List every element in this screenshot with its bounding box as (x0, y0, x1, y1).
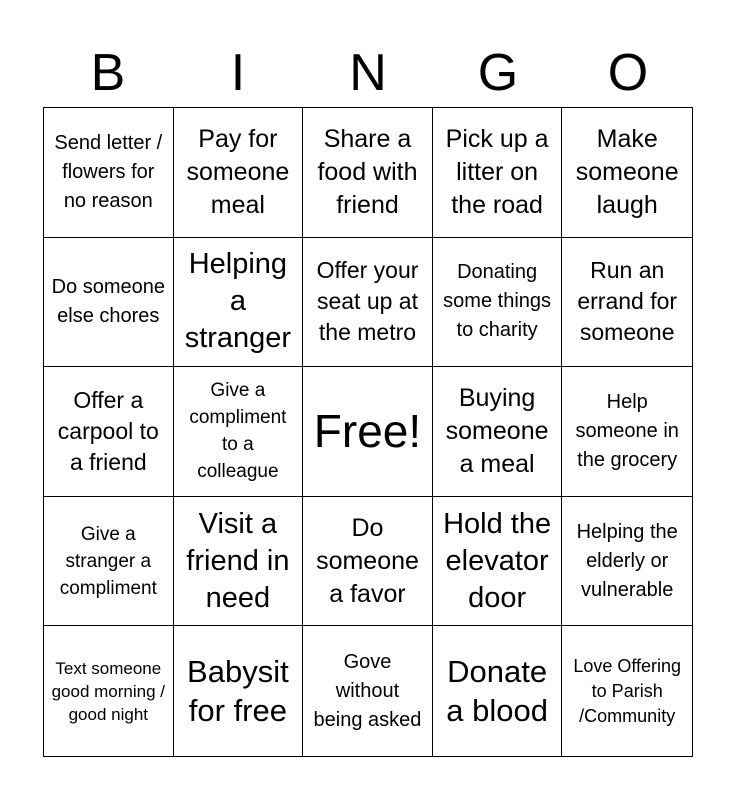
bingo-header (43, 40, 693, 106)
bingo-cell[interactable] (433, 108, 563, 238)
cell-text: Pay for someone meal (186, 124, 290, 219)
cell-text: Give a stranger a compliment (59, 523, 157, 599)
bingo-cell[interactable] (562, 497, 692, 627)
bingo-cell[interactable] (174, 367, 304, 497)
cell-text: Give a compliment to a colleague (189, 380, 287, 483)
bingo-cell[interactable] (433, 367, 563, 497)
header-letter-n: N (349, 44, 387, 102)
bingo-cell[interactable] (562, 108, 692, 238)
cell-text: Send letter / flowers for no reason (54, 131, 163, 212)
cell-text: Offer a carpool to a friend (57, 386, 159, 475)
bingo-cell[interactable] (433, 497, 563, 627)
bingo-cell[interactable] (174, 626, 304, 756)
header-letter-b: B (90, 44, 126, 102)
cell-text: Visit a friend in need (186, 507, 290, 614)
header-letter-g: G (477, 44, 519, 102)
bingo-cell[interactable] (44, 367, 174, 497)
cell-text: Help someone in the grocery (575, 390, 679, 471)
bingo-cell[interactable] (303, 238, 433, 368)
bingo-cell[interactable] (174, 497, 304, 627)
header-letter-i: I (230, 44, 246, 102)
bingo-cell[interactable] (174, 238, 304, 368)
header-letter-o: O (607, 44, 649, 102)
cell-text: Share a food with friend (317, 124, 418, 219)
cell-text: Donate a blood (446, 654, 548, 729)
bingo-cell[interactable] (433, 238, 563, 368)
bingo-cell[interactable] (44, 626, 174, 756)
cell-text: Do someone a favor (316, 513, 419, 608)
cell-text: Gove without being asked (313, 650, 422, 731)
cell-text: Helping a stranger (184, 248, 292, 355)
bingo-cell[interactable] (44, 108, 174, 238)
bingo-cell[interactable] (303, 626, 433, 756)
bingo-cell[interactable] (562, 238, 692, 368)
cell-text: Offer your seat up at the metro (316, 257, 419, 346)
cell-text: Babysit for free (187, 654, 289, 729)
cell-text: Donating some things to charity (443, 261, 552, 342)
cell-text: Run an errand for someone (577, 257, 678, 346)
cell-text: Love Offering to Parish /Community (573, 655, 682, 726)
cell-text: Do someone else chores (51, 275, 165, 327)
bingo-cell[interactable] (44, 238, 174, 368)
bingo-cell[interactable] (303, 497, 433, 627)
bingo-cell[interactable] (303, 108, 433, 238)
cell-text: Buying someone a meal (445, 383, 549, 478)
cell-text: Pick up a litter on the road (445, 124, 549, 219)
cell-text: Helping the elderly or vulnerable (576, 520, 678, 601)
bingo-cell[interactable] (44, 497, 174, 627)
cell-text: Make someone laugh (575, 124, 679, 219)
cell-text: Hold the elevator door (443, 507, 552, 614)
free-space-cell[interactable] (303, 367, 433, 497)
bingo-cell[interactable] (174, 108, 304, 238)
free-space-text: Free! (313, 405, 422, 458)
bingo-cell[interactable] (433, 626, 563, 756)
cell-text: Text someone good morning / good night (51, 658, 165, 724)
bingo-grid (43, 107, 693, 757)
bingo-cell[interactable] (562, 367, 692, 497)
bingo-cell[interactable] (562, 626, 692, 756)
